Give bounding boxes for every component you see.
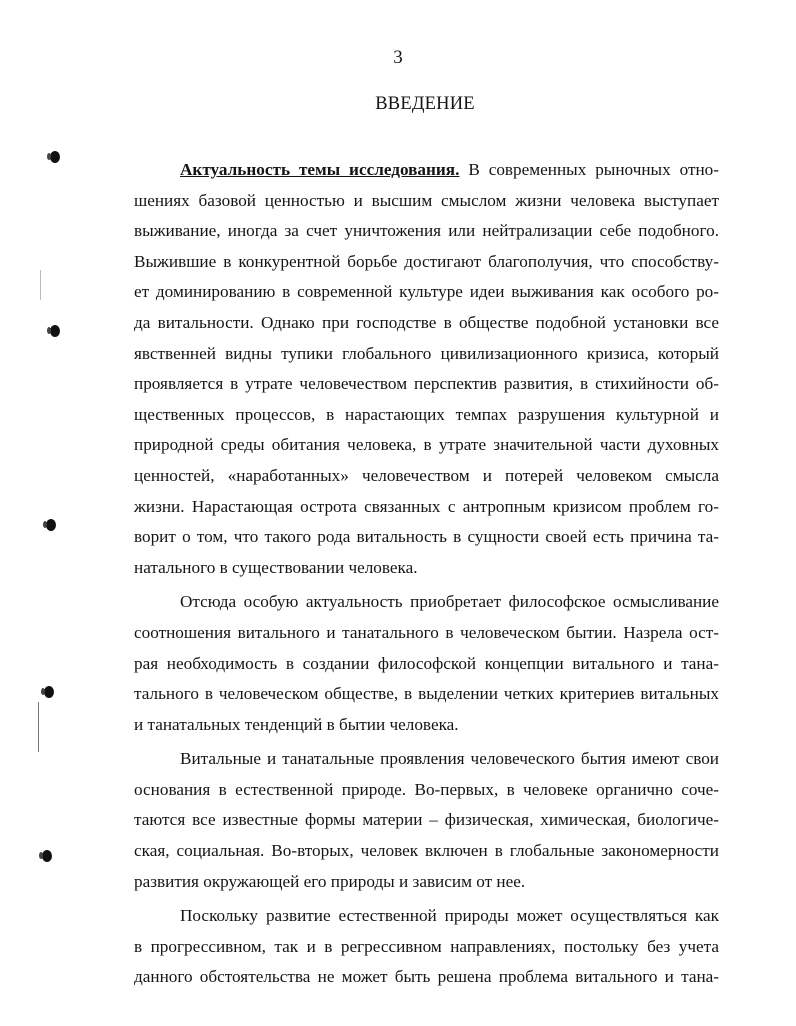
paragraph-line: ская, социальная. Во-вторых, человек включен в глобальные закономерности: [134, 841, 719, 861]
paragraph-line: Витальные и танатальные проявления человеческого бытия имеют свои: [180, 749, 719, 769]
paragraph-line: в прогрессивном, так и в регрессивном направлениях, постольку без учета: [134, 936, 719, 956]
paragraph-line: соотношения витального и танатального в человеческом бытии. Назрела ост-: [134, 622, 719, 642]
paragraph-line: ворит о том, что такого рода витальность в сущности своей есть причина та-: [134, 527, 719, 547]
paragraph-line: Актуальность темы исследования. В современных рыночных отно-: [180, 160, 719, 179]
page-heading: ВВЕДЕНИЕ: [375, 94, 475, 114]
paragraph-line: да витальности. Однако при господстве в обществе подобной установки все: [134, 312, 719, 332]
scan-edge-line: [38, 702, 39, 752]
paragraph-line: щественных процессов, в нарастающих темпах разрушения культурной и: [134, 404, 719, 424]
paragraph-line: основания в естественной природе. Во-первых, в человеке органично соче-: [134, 779, 719, 799]
paragraph-line: ет доминированию в современной культуре идеи выживания как особого ро-: [134, 282, 719, 302]
paragraph-line: тального в человеческом обществе, в выделении четких критериев витальных: [134, 684, 719, 704]
paragraph: [134, 744, 719, 897]
paragraph-line: Поскольку развитие естественной природы может осуществляться как: [180, 906, 719, 926]
binder-hole-mark: [50, 151, 60, 163]
paragraph: [134, 901, 719, 993]
binder-hole-mark: [42, 850, 52, 862]
page-number: 3: [393, 47, 403, 68]
binder-hole-mark: [44, 686, 54, 698]
paragraph-line: таются все известные формы материи – физическая, химическая, биологиче-: [134, 810, 719, 830]
binder-hole-mark: [46, 519, 56, 531]
paragraph: [134, 587, 719, 740]
section-lead: Актуальность темы исследования.: [180, 160, 460, 179]
paragraph-line: натального в существовании человека.: [134, 557, 418, 577]
paragraph-line: выживание, иногда за счет уничтожения или нейтрализации себе подобного.: [134, 221, 719, 241]
paragraph-line: Отсюда особую актуальность приобретает философское осмысливание: [180, 592, 719, 612]
paragraph-line: проявляется в утрате человечеством перспектив развития, в стихийности об-: [134, 374, 719, 394]
binder-hole-mark: [50, 325, 60, 337]
paragraph-line: жизни. Нарастающая острота связанных с антропным кризисом проблем го-: [134, 496, 719, 516]
scan-edge-line: [40, 270, 41, 300]
paragraph-line: шениях базовой ценностью и высшим смыслом жизни человека выступает: [134, 190, 719, 210]
paragraph: [134, 155, 719, 583]
paragraph-line: рая необходимость в создании философской концепции витального и тана-: [134, 653, 719, 673]
paragraph-line: данного обстоятельства не может быть решена проблема витального и тана-: [134, 967, 719, 987]
document-body: [134, 155, 719, 993]
paragraph-line: ценностей, «наработанных» человечеством и потерей человеком смысла: [134, 465, 719, 485]
paragraph-line: явственней видны тупики глобального цивилизационного кризиса, который: [134, 343, 719, 363]
paragraph-line: Выжившие в конкурентной борьбе достигают благополучия, что способству-: [134, 251, 719, 271]
paragraph-line: и танатальных тенденций в бытии человека.: [134, 714, 459, 734]
paragraph-line: природной среды обитания человека, в утрате значительной части духовных: [134, 435, 719, 455]
paragraph-line: развития окружающей его природы и зависим от нее.: [134, 871, 526, 891]
